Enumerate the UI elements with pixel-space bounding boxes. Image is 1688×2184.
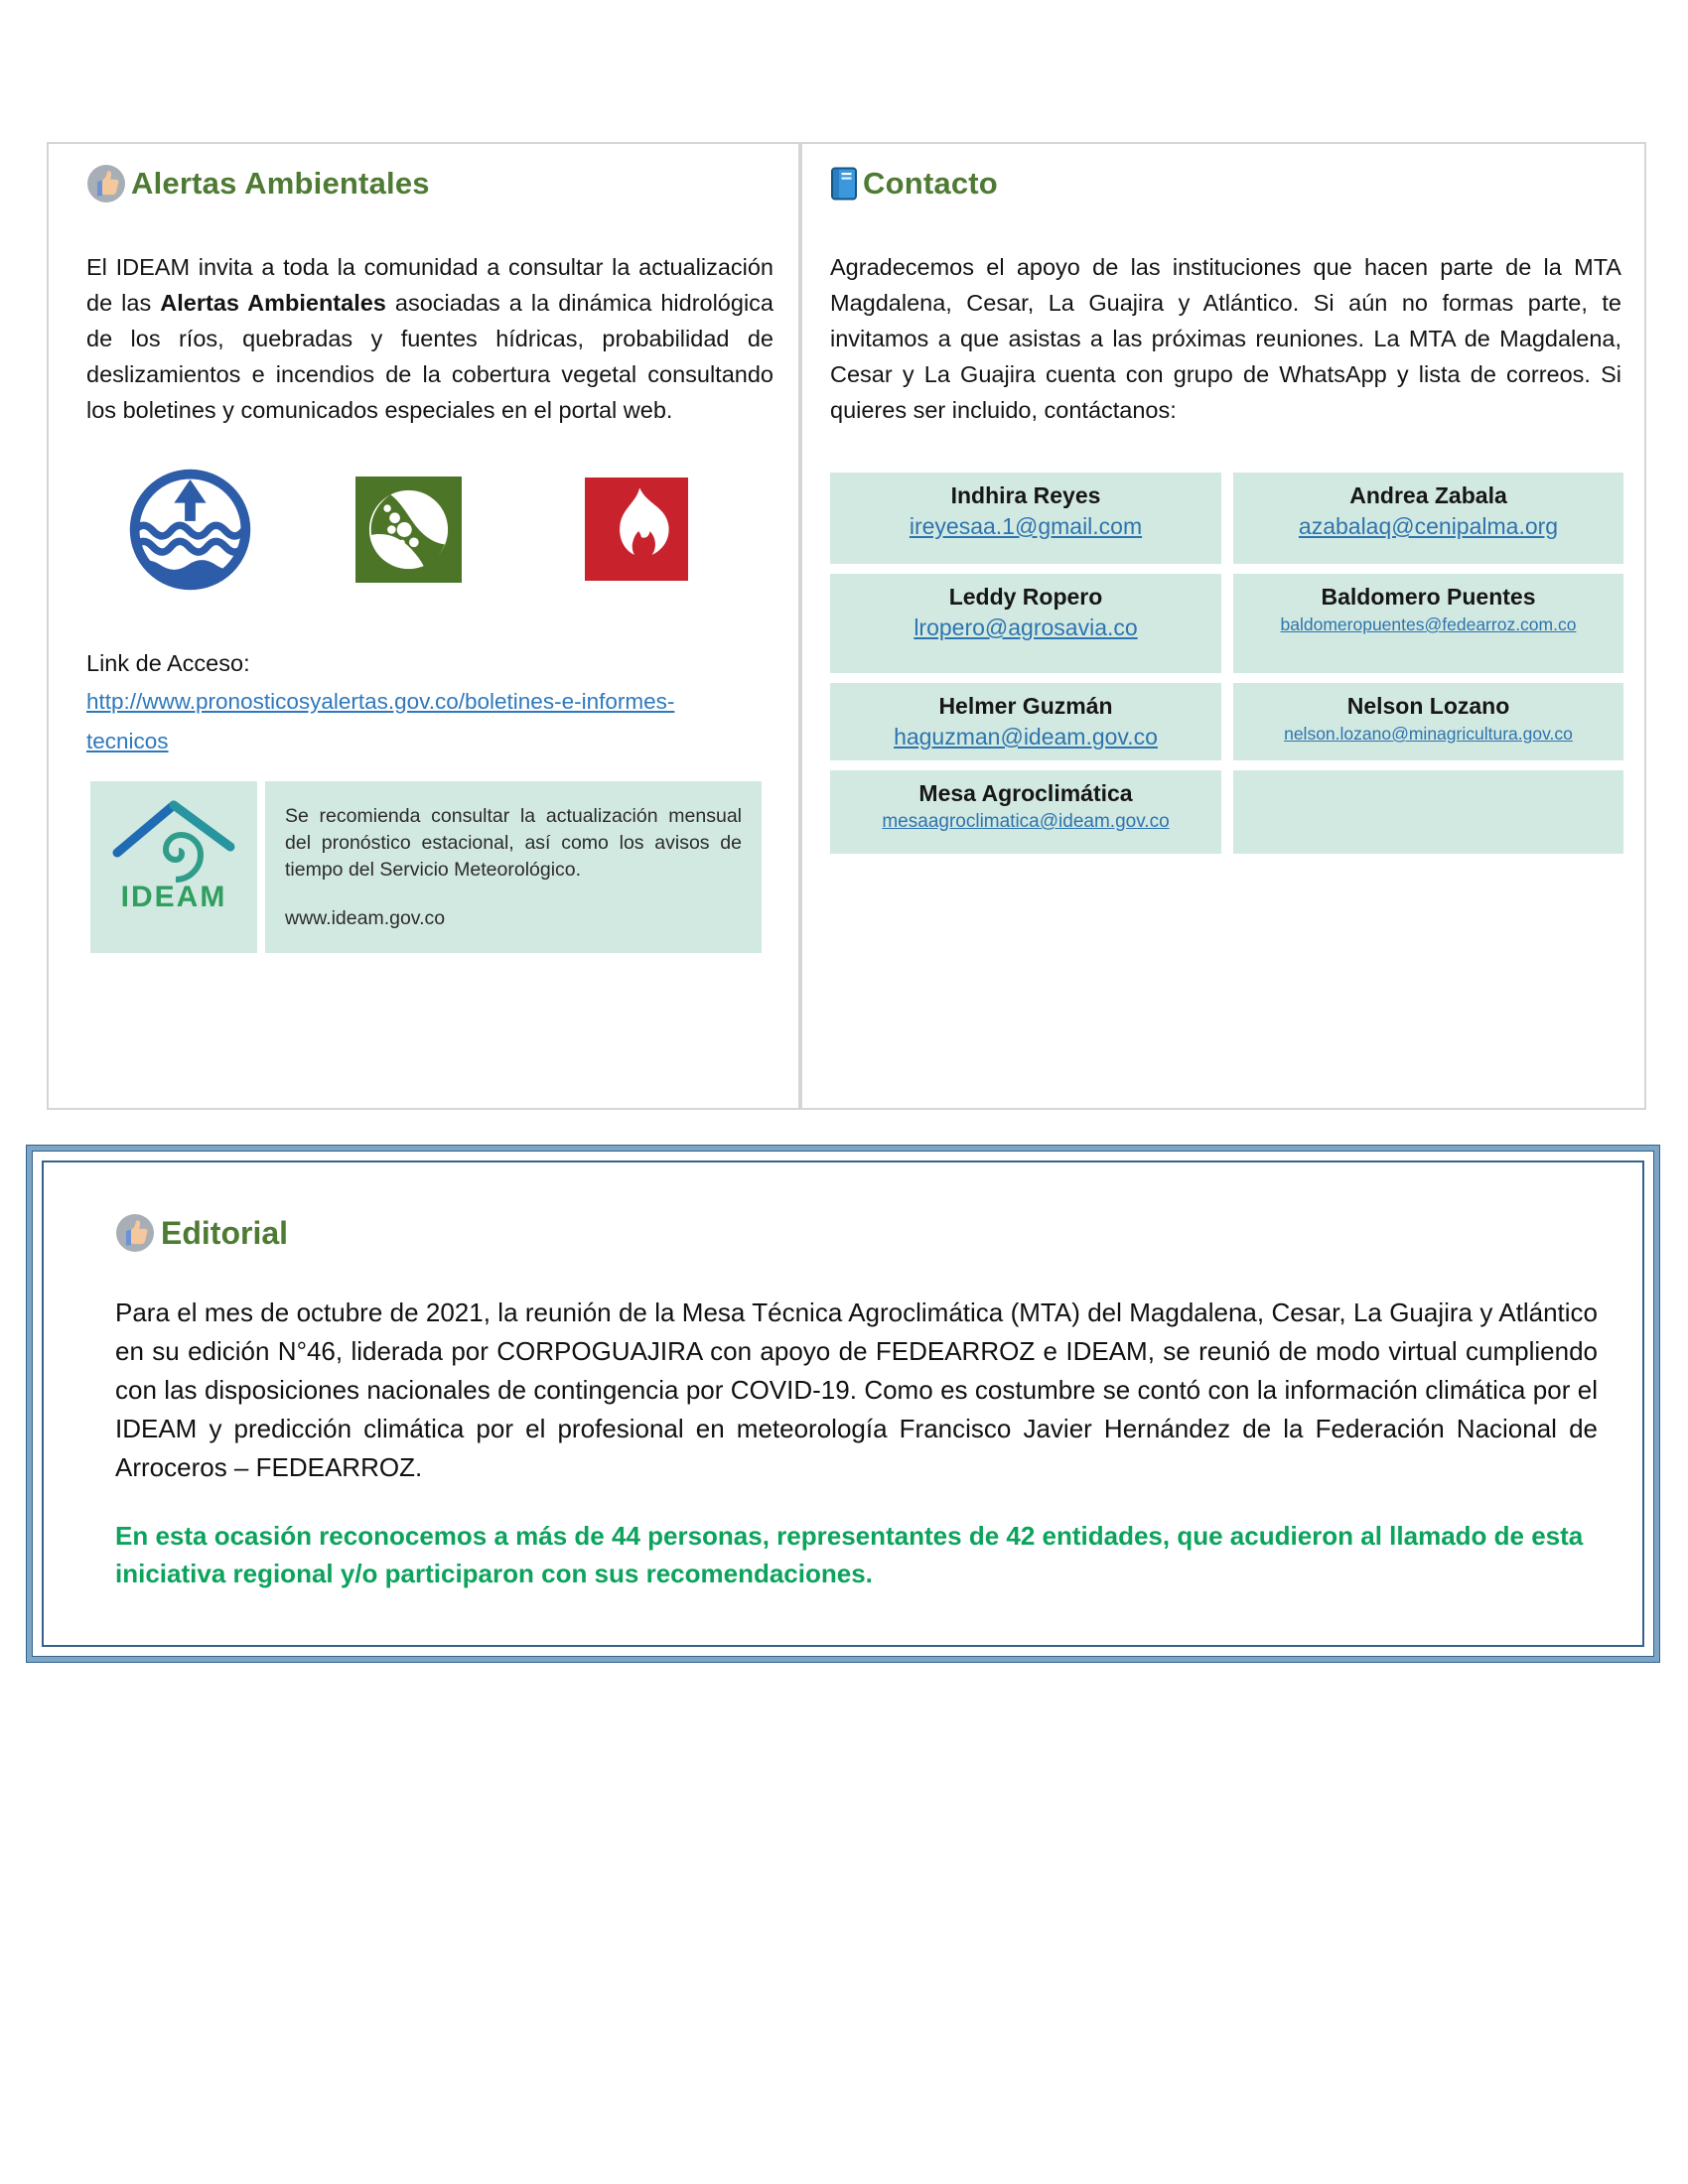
contact-email-link[interactable]: haguzman@ideam.gov.co [894,724,1158,750]
flood-alert-icon [126,466,254,594]
editorial-content [42,1160,1644,1647]
contacto-title: Contacto [863,166,998,201]
editorial-frame [26,1145,1660,1663]
editorial-frame-inner-line [32,1151,1654,1657]
contact-name: Indhira Reyes [950,482,1101,508]
contact-name: Andrea Zabala [1349,482,1507,508]
contact-card [1233,683,1623,760]
contact-name: Nelson Lozano [1346,693,1510,719]
contact-email-link[interactable]: nelson.lozano@minagricultura.gov.co [1284,724,1573,744]
contact-card [830,574,1221,673]
landslide-alert-icon [355,477,462,583]
contact-email-link[interactable]: mesaagroclimatica@ideam.gov.co [882,811,1170,832]
alertas-paragraph-bold: Alertas Ambientales [160,290,386,316]
editorial-paragraph: Para el mes de octubre de 2021, la reunión de la Mesa Técnica Agroclimática (MTA) del Magdalena, Cesar, La Guajira y Atlántico en su edición N°46, liderada por CORPOGUAJIRA con apoyo de FEDEARROZ e IDEAM, se reunió de modo virtual cumpliendo con las disposiciones nacionales de contingencia por COVID-19. Como es costumbre se contó con la información climática por el IDEAM y predicción climática por el profesional en meteorología Francisco Javier Hernández de la Federación Nacional de Arroceros – FEDEARROZ. [115,1297,1598,1482]
contact-name: Leddy Ropero [948,584,1103,610]
ideam-site-url: www.ideam.gov.co [285,907,446,929]
ideam-logo [99,791,248,894]
contact-email-link[interactable]: azabalaq@cenipalma.org [1298,513,1559,539]
contact-name: Baldomero Puentes [1321,584,1536,610]
contact-name: Helmer Guzmán [938,693,1113,719]
alertas-paragraph-post: asociadas a la dinámica hidrológica de los ríos, quebradas y fuentes hídricas, probabilidad de deslizamientos e incendios de la cobertura vegetal consultando los boletines y comunicados especiales en el portal web. [86,290,774,423]
contact-email-link[interactable]: lropero@agrosavia.co [914,614,1138,640]
alert-icons-row [86,464,769,595]
thumbs-up-icon [115,1213,155,1253]
contact-email-link[interactable]: baldomeropuentes@fedearroz.com.co [1280,614,1577,634]
contact-card-empty [1233,770,1623,854]
contacto-panel [800,142,1646,1110]
alertas-ambientales-panel [47,142,800,1110]
address-book-icon [830,167,858,201]
access-link-block [86,644,769,761]
alertas-title-row [86,158,769,209]
alertas-paragraph [86,249,774,428]
ideam-recommendation-box [90,781,762,953]
ideam-logo-cell [90,781,257,953]
wildfire-alert-icon [585,478,688,581]
contact-table [830,473,1619,854]
contact-card [1233,473,1623,564]
contact-email-link[interactable]: ireyesaa.1@gmail.com [909,513,1143,539]
contact-name: Mesa Agroclimática [918,780,1133,806]
contact-card [830,683,1221,760]
editorial-frame-band [27,1146,1659,1662]
editorial-highlight: En esta ocasión reconocemos a más de 44 personas, representantes de 42 entidades, que acudieron al llamado de esta iniciativa regional y/o participaron con sus recomendaciones. [115,1521,1584,1588]
alertas-title: Alertas Ambientales [131,166,430,201]
editorial-title: Editorial [161,1214,289,1251]
access-link-label: Link de Acceso: [86,650,250,676]
contact-card [830,770,1221,854]
contact-card [1233,574,1623,673]
contact-card [830,473,1221,564]
thumbs-up-icon [86,164,126,204]
contacto-title-row [830,158,1619,209]
ideam-note-text: Se recomienda consultar la actualización mensual del pronóstico estacional, así como los avisos de tiempo del Servicio Meteorológico. [285,805,742,881]
ideam-logo-text: IDEAM [120,881,227,913]
alertas-paragraph-pre: El IDEAM invita a toda la comunidad a consultar la actualización de las [86,254,774,316]
contacto-paragraph: Agradecemos el apoyo de las instituciones que hacen parte de la MTA Magdalena, Cesar, La Guajira y Atlántico. Si aún no formas parte, te invitamos a que asistas a las próximas reuniones. La MTA de Magdalena, Cesar y La Guajira cuenta con grupo de WhatsApp y lista de correos. Si quieres ser incluido, contáctanos: [830,254,1621,423]
ideam-note-cell [265,781,762,953]
editorial-title-row [115,1208,1598,1258]
boletines-url-link[interactable]: http://www.pronosticosyalertas.gov.co/boletines-e-informes-tecnicos [86,689,675,753]
